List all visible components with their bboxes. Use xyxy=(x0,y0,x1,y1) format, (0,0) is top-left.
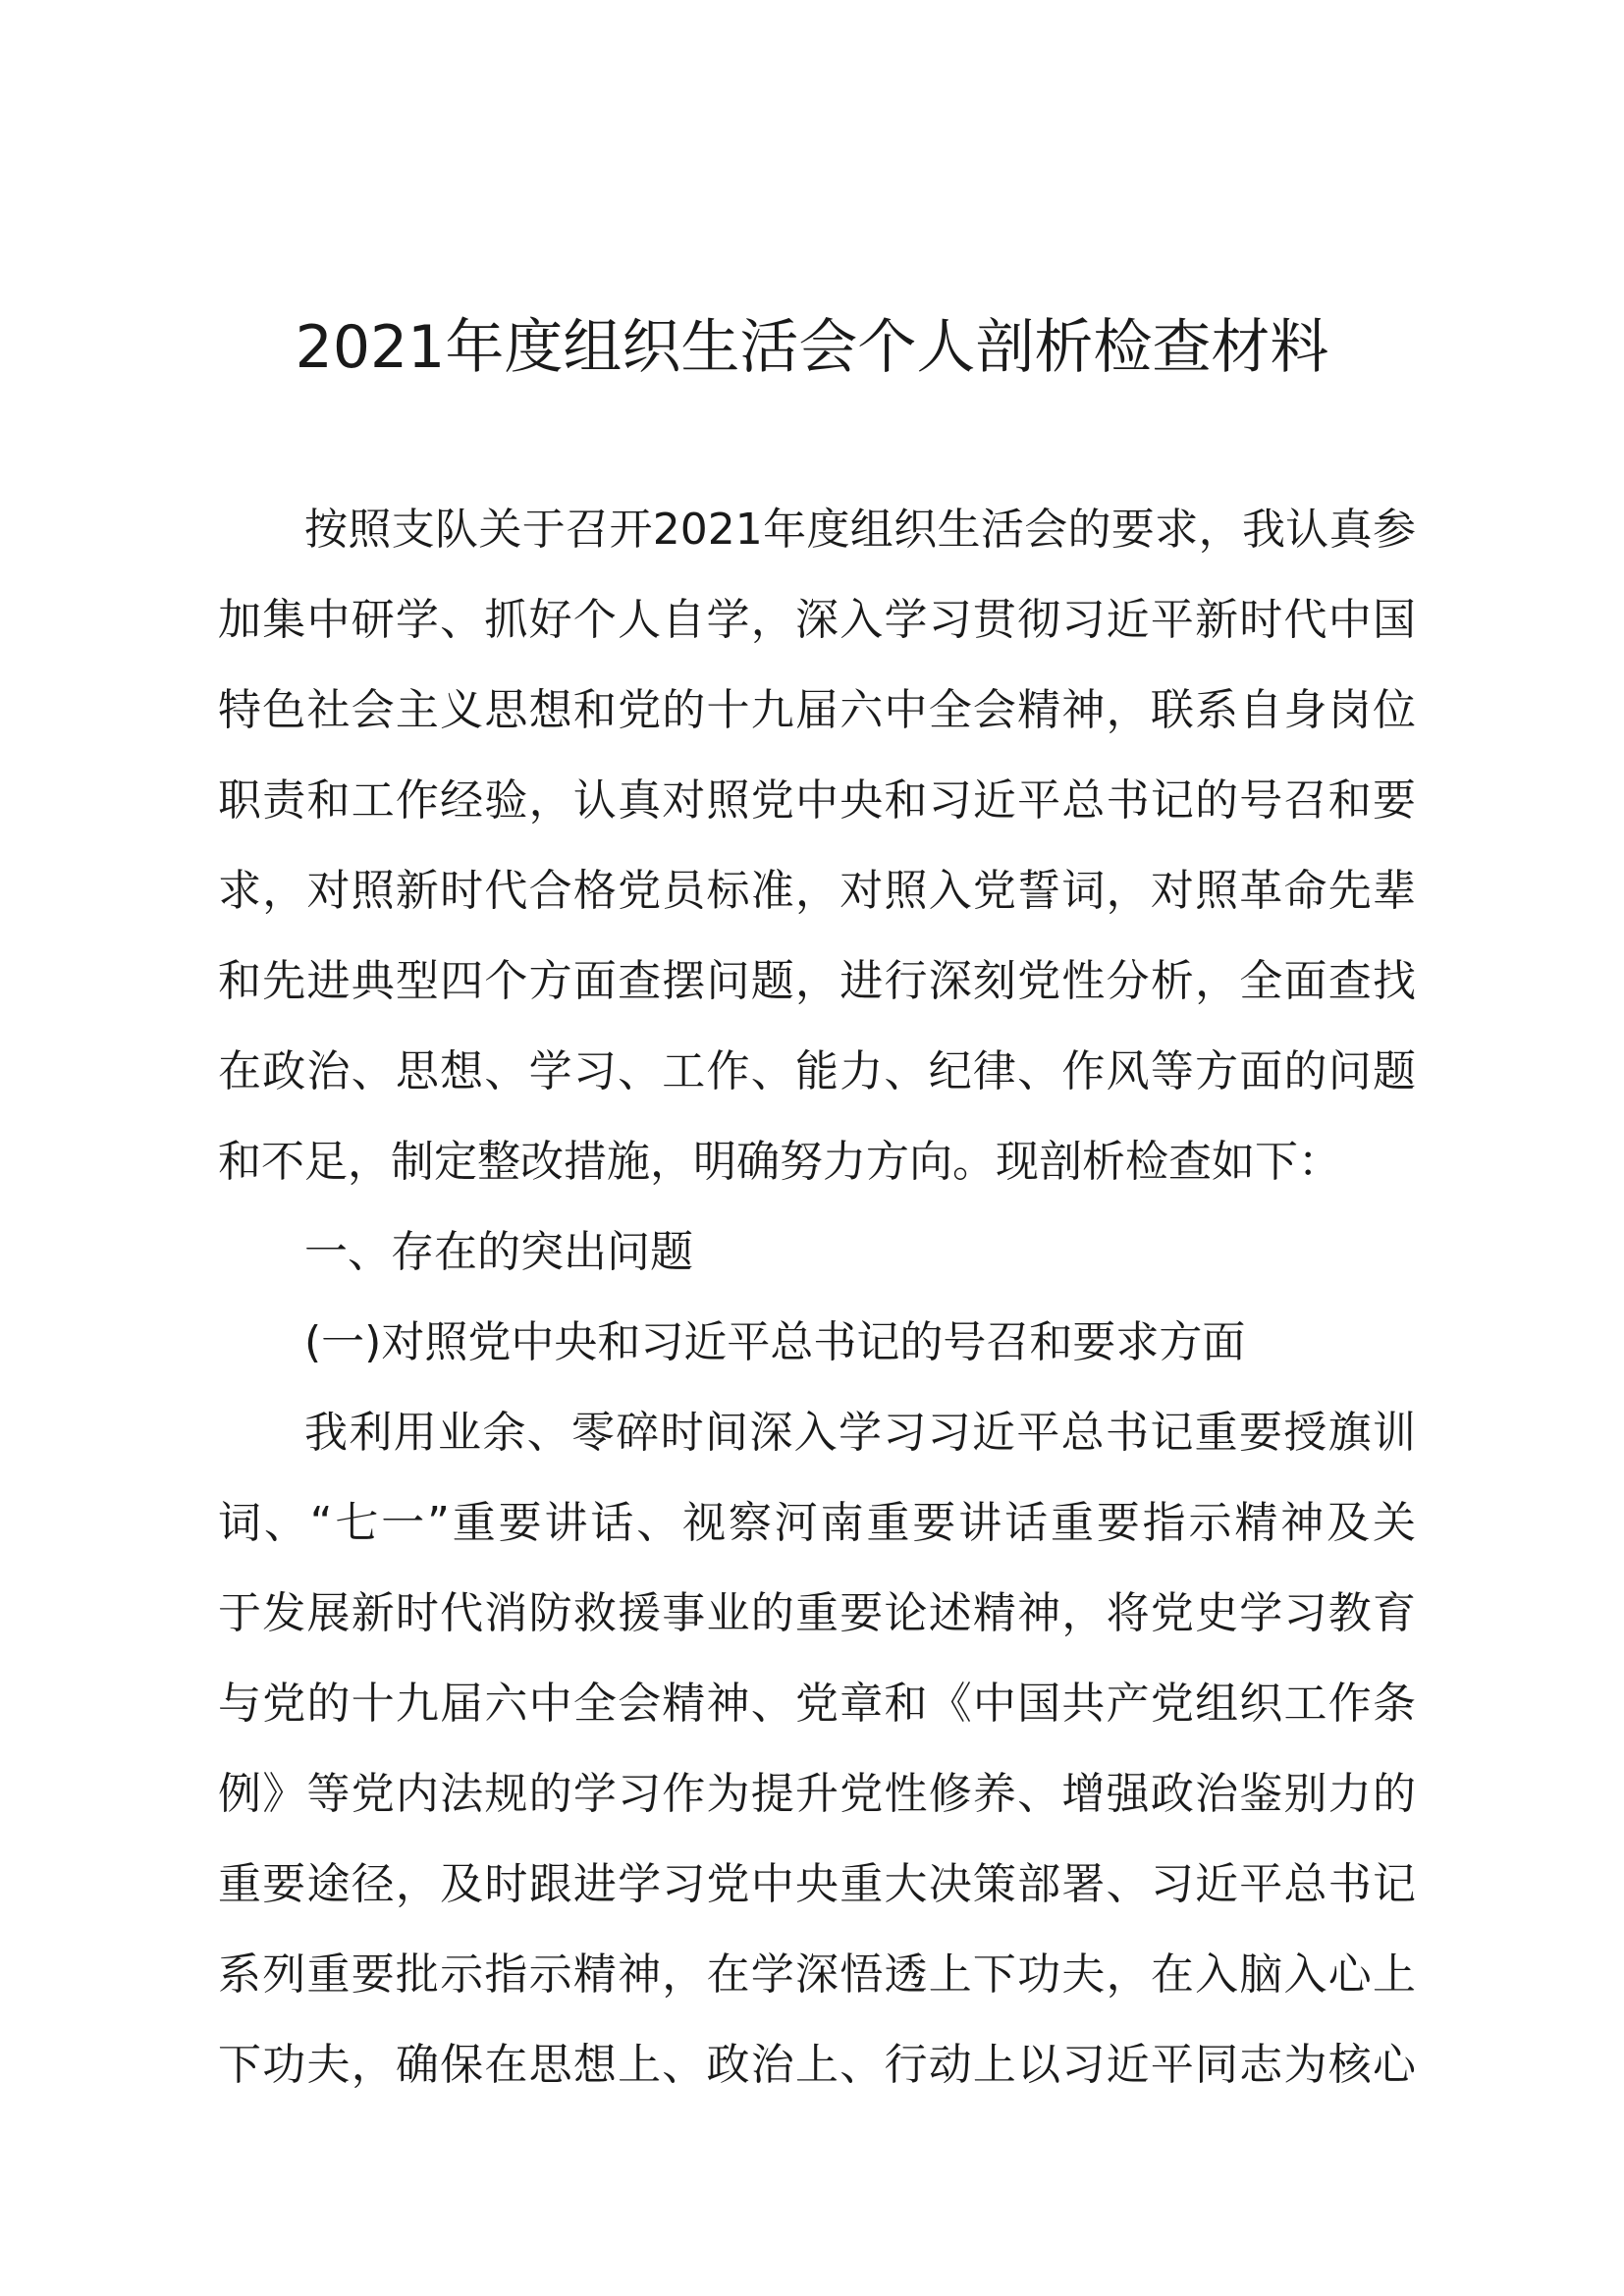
paragraph-line: 按照支队关于召开2021年度组织生活会的要求，我认真参 xyxy=(304,505,1416,555)
paragraph-line: 职责和工作经验，认真对照党中央和习近平总书记的号召和要 xyxy=(218,775,1416,826)
paragraph-line: 我利用业余、零碎时间深入学习习近平总书记重要授旗训 xyxy=(304,1408,1416,1458)
paragraph-line: 和先进典型四个方面查摆问题，进行深刻党性分析，全面查找 xyxy=(218,956,1416,1006)
paragraph-line: 重要途径，及时跟进学习党中央重大决策部署、习近平总书记 xyxy=(218,1859,1416,1909)
paragraph-line: 求，对照新时代合格党员标准，对照入党誓词，对照革命先辈 xyxy=(218,866,1416,916)
paragraph-line: 特色社会主义思想和党的十九届六中全会精神，联系自身岗位 xyxy=(218,685,1416,735)
paragraph-line: 词、“七一”重要讲话、视察河南重要讲话重要指示精神及关 xyxy=(218,1498,1416,1548)
subsection-heading: (一)对照党中央和习近平总书记的号召和要求方面 xyxy=(304,1317,1246,1367)
paragraph-line: 系列重要批示指示精神，在学深悟透上下功夫，在入脑入心上 xyxy=(218,1949,1416,2000)
paragraph-line: 在政治、思想、学习、工作、能力、纪律、作风等方面的问题 xyxy=(218,1046,1416,1096)
document-body xyxy=(218,485,1416,2110)
paragraph-line: 与党的十九届六中全会精神、党章和《中国共产党组织工作条 xyxy=(218,1679,1416,1729)
section-heading: 一、存在的突出问题 xyxy=(304,1227,693,1277)
document-title: 2021年度组织生活会个人剖析检查材料 xyxy=(295,313,1329,382)
paragraph-line: 例》等党内法规的学习作为提升党性修养、增强政治鉴别力的 xyxy=(218,1769,1416,1819)
paragraph-line: 和不足，制定整改措施，明确努力方向。现剖析检查如下： xyxy=(218,1137,1341,1187)
paragraph-line: 于发展新时代消防救援事业的重要论述精神，将党史学习教育 xyxy=(218,1588,1416,1638)
paragraph-line: 加集中研学、抓好个人自学，深入学习贯彻习近平新时代中国 xyxy=(218,595,1416,645)
paragraph-line: 下功夫，确保在思想上、政治上、行动上以习近平同志为核心 xyxy=(218,2040,1416,2090)
